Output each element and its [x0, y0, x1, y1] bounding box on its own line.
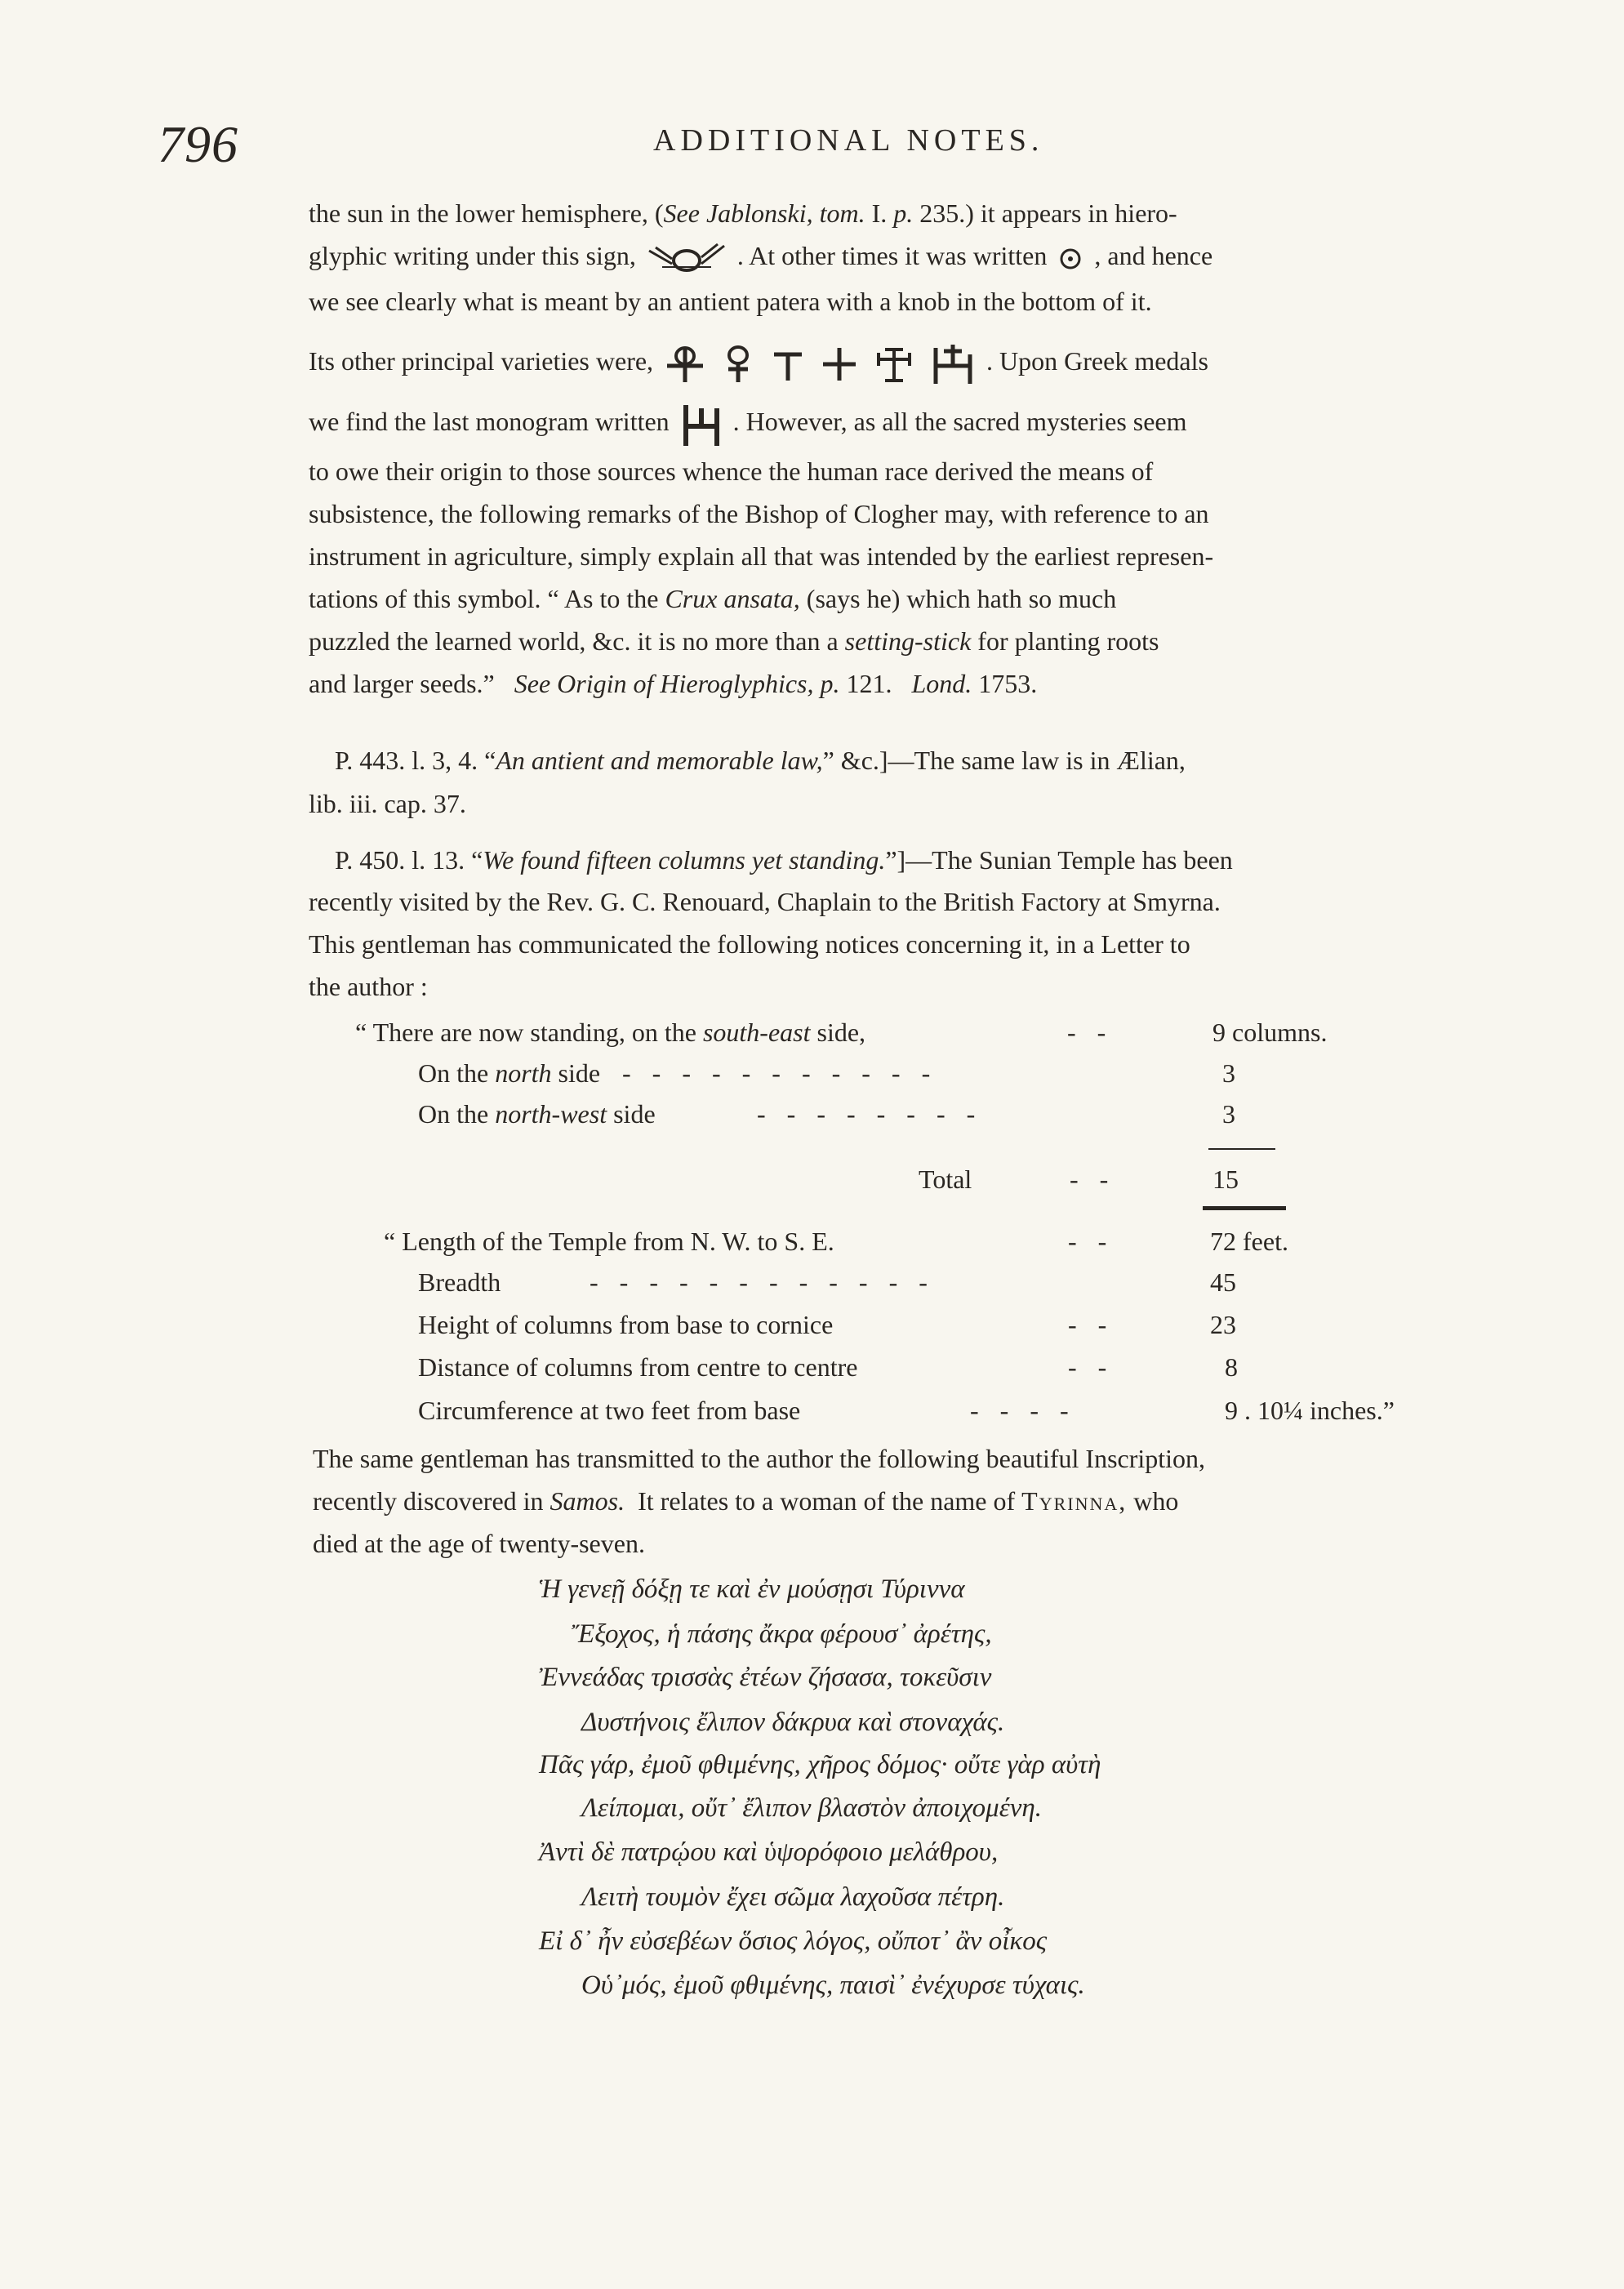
plus-cross-icon — [821, 346, 857, 382]
crux-ansata-variant-1-icon — [665, 345, 705, 384]
note-450-line-3: This gentleman has communicated the following notices concerning it, in a Letter to — [309, 929, 1190, 959]
note-450-line-1: P. 450. l. 13. “We found fifteen columns yet standing.”]—The Sunian Temple has been — [335, 845, 1233, 875]
total-underline — [1203, 1206, 1286, 1210]
dimension-row-height: Height of columns from base to cornice -- 23 — [418, 1310, 1236, 1339]
last-monogram-icon — [681, 402, 722, 448]
intro-line-2: glyphic writing under this sign, . At other times it was written , and hence — [309, 234, 1468, 280]
crux-ansata-variant-2-icon — [722, 345, 754, 384]
columns-row-2: On the north side ----------- 3 — [418, 1058, 1235, 1088]
intro-line-11: and larger seeds.” See Origin of Hieroglyphics, p. 121. Lond. 1753. — [309, 669, 1038, 698]
greek-line-7: Ἀντὶ δὲ πατρῴου καὶ ὑψορόφοιο μελάθρου, — [539, 1837, 999, 1867]
greek-line-5: Πᾶς γάρ, ἐμοῦ φθιμένης, χῆρος δόμος· οὔτε γὰρ αὐτὴ — [539, 1750, 1101, 1779]
note-443-line-2: lib. iii. cap. 37. — [309, 789, 466, 818]
intro-line-10: puzzled the learned world, &c. it is no more than a setting-stick for planting roots — [309, 626, 1159, 656]
dimension-row-distance: Distance of columns from centre to centre -- 8 — [418, 1352, 1238, 1382]
greek-line-2: Ἔξοχος, ἡ πάσης ἄκρα φέρουσ᾽ ἀρέτης, — [572, 1619, 992, 1649]
running-head: ADDITIONAL NOTES. — [653, 123, 1044, 158]
note-450-line-4: the author : — [309, 972, 428, 1001]
tau-cross-icon — [771, 346, 805, 382]
circled-dot-icon — [1058, 247, 1083, 271]
note-450 — [335, 839, 1470, 881]
note-450-body — [309, 880, 1468, 1008]
dimension-row-circumference: Circumference at two feet from base ---- 9 . 10¼ inches.” — [418, 1396, 1395, 1425]
greek-line-4: Δυστήνοις ἔλιπον δάκρυα καὶ στοναχάς. — [581, 1708, 1005, 1737]
note-450-line-2: recently visited by the Rev. G. C. Renouard, Chaplain to the British Factory at Smyrna. — [309, 887, 1221, 916]
inscription-intro-line-3: died at the age of twenty-seven. — [313, 1529, 645, 1558]
dimension-row-length: “ Length of the Temple from N. W. to S. E. -- 72 feet. — [384, 1227, 1288, 1256]
intro-line-4: Its other principal varieties were, . Upon Greek medals — [309, 329, 1468, 393]
inscription-intro — [313, 1437, 1472, 1565]
intro-line-1: the sun in the lower hemisphere, (See Jablonski, tom. I. p. 235.) it appears in hiero- — [309, 198, 1177, 228]
greek-line-9: Εἰ δ᾽ ἦν εὐσεβέων ὅσιος λόγος, οὔποτ᾽ ἂν οἶκος — [539, 1926, 1048, 1956]
winged-disk-glyph-icon — [647, 243, 726, 275]
total-rule — [1208, 1148, 1275, 1150]
columns-row-3: On the north-west side -------- 3 — [418, 1099, 1235, 1129]
inscription-intro-line-1: The same gentleman has transmitted to the author the following beautiful Inscription, — [313, 1444, 1206, 1473]
dimension-row-breadth: Breadth ------------ 45 — [418, 1267, 1236, 1297]
columns-total-row: Total -- 15 — [919, 1165, 1239, 1194]
intro-line-6: to owe their origin to those sources whence the human race derived the means of — [309, 456, 1154, 486]
inscription-intro-line-2: recently discovered in Samos. It relates to a woman of the name of Tyrinna, who — [313, 1486, 1179, 1516]
greek-line-3: Ἐννεάδας τρισσὰς ἐτέων ζήσασα, τοκεῦσιν — [539, 1663, 992, 1692]
intro-line-7: subsistence, the following remarks of the Bishop of Clogher may, with reference to an — [309, 499, 1209, 528]
greek-line-6: Λείπομαι, οὔτ᾽ ἔλιπον βλαστὸν ἀποιχομένη. — [581, 1793, 1042, 1823]
intro-line-9: tations of this symbol. “ As to the Crux ansata, (says he) which hath so much — [309, 584, 1117, 613]
note-443 — [335, 739, 1470, 782]
monogram-variant-1-icon — [874, 345, 914, 384]
note-443-line-1: P. 443. l. 3, 4. “An antient and memorable law,” &c.]—The same law is in Ælian, — [335, 746, 1186, 775]
greek-line-10: Οὑ᾽μός, ἐμοῦ φθιμένης, παισὶ᾽ ἐνέχυρσε τύχαις. — [581, 1971, 1085, 2000]
intro-line-8: instrument in agriculture, simply explain all that was intended by the earliest represen- — [309, 541, 1214, 571]
columns-row-1: “ There are now standing, on the south-east side, -- 9 columns. — [355, 1018, 1328, 1047]
page-number: 796 — [158, 115, 238, 173]
greek-line-8: Λειτὴ τουμὸν ἔχει σῶμα λαχοῦσα πέτρη. — [581, 1882, 1005, 1912]
intro-line-3: we see clearly what is meant by an antient patera with a knob in the bottom of it. — [309, 287, 1152, 316]
intro-paragraph — [309, 192, 1468, 705]
intro-line-5: we find the last monogram written . However, as all the sacred mysteries seem — [309, 393, 1468, 450]
greek-line-1: Ἡ γενεῇ δόξῃ τε καὶ ἐν μούσῃσι Τύριννα — [539, 1574, 965, 1604]
monogram-variant-2-icon — [931, 343, 975, 385]
